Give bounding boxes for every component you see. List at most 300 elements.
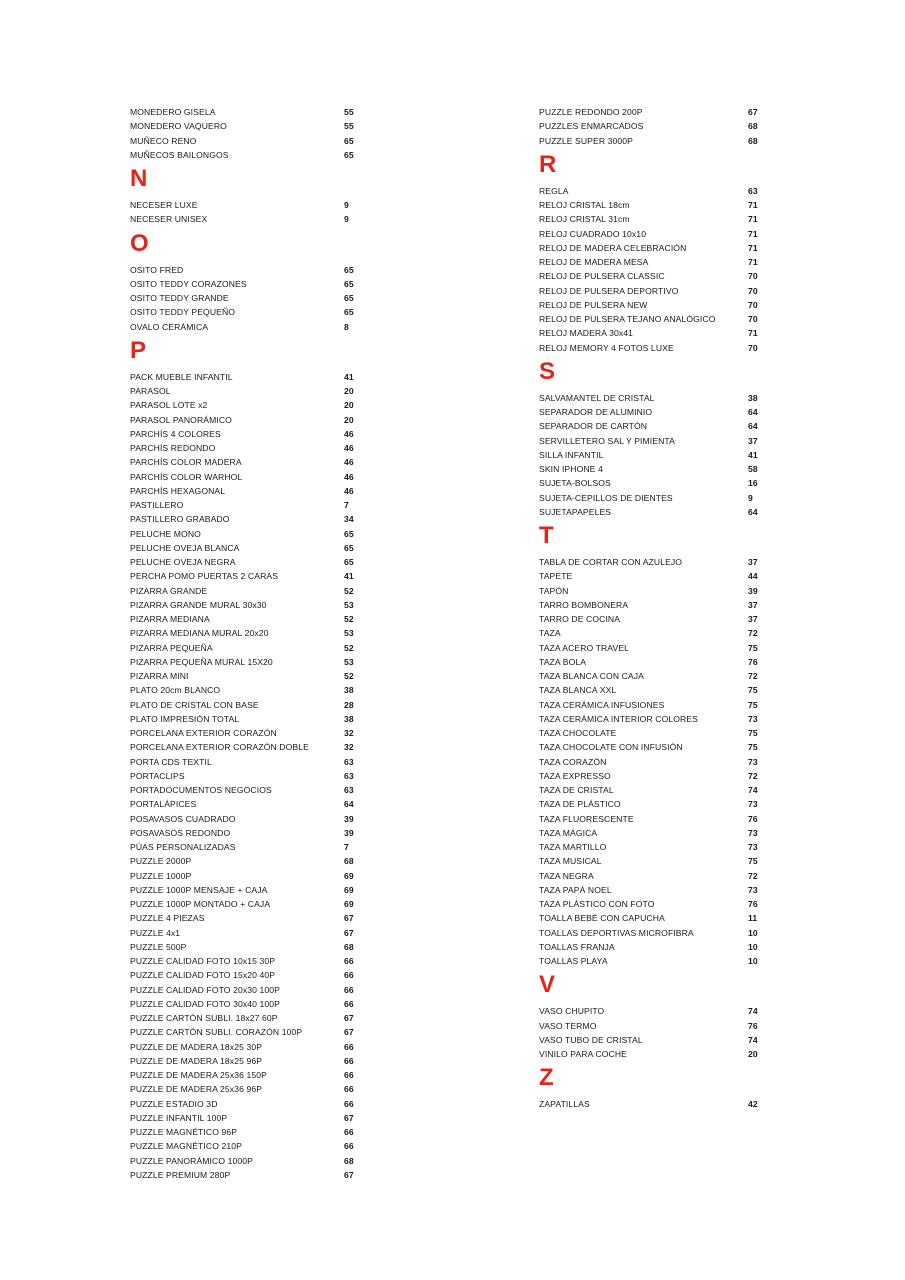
entry-page-number: 9 — [344, 214, 349, 225]
entry-name: PARASOL LOTE x2 — [130, 400, 208, 411]
entry-page-number: 68 — [344, 1155, 354, 1166]
entry-page-number: 7 — [344, 842, 349, 852]
entry-page-number: 64 — [748, 506, 758, 517]
index-entry — [130, 212, 360, 226]
entry-page-number: 73 — [748, 827, 758, 838]
entry-page-number: 46 — [344, 471, 354, 482]
entry-name: PUZZLE SUPER 3000P — [539, 135, 633, 146]
entry-name: PUZZLE PANORÁMICO 1000P — [130, 1155, 253, 1166]
entry-name: RELOJ DE MADERA MESA — [539, 257, 649, 267]
entry-page-number: 66 — [344, 1098, 354, 1109]
entry-page-number: 63 — [344, 756, 354, 767]
index-entry — [130, 954, 360, 968]
entry-name: PUZZLE MAGNÉTICO 210P — [130, 1141, 242, 1152]
entry-name: PIZARRA MEDIANA MURAL 20x20 — [130, 628, 269, 639]
index-entry — [539, 598, 764, 612]
entry-name: TAZA CHOCOLATE CON INFUSIÓN — [539, 742, 683, 753]
entry-name: PUZZLE DE MADERA 18x25 96P — [130, 1055, 263, 1066]
index-entry — [130, 968, 360, 982]
index-entry — [539, 255, 764, 269]
entry-name: RELOJ CRISTAL 31cm — [539, 214, 630, 225]
entry-page-number: 67 — [748, 107, 758, 117]
index-entry — [539, 448, 764, 462]
index-entry — [539, 954, 764, 968]
entry-name: PUZZLE CALIDAD FOTO 30x40 100P — [130, 998, 280, 1009]
entry-page-number: 44 — [748, 571, 758, 582]
entry-page-number: 76 — [748, 899, 758, 909]
entry-name: TAZA — [539, 628, 561, 639]
entry-page-number: 41 — [748, 449, 758, 460]
entry-name: RELOJ DE PULSERA CLASSIC — [539, 271, 665, 282]
index-entry — [539, 883, 764, 897]
index-entry — [130, 797, 360, 811]
index-entry — [130, 455, 360, 469]
index-entry — [130, 683, 360, 697]
entry-page-number: 69 — [344, 870, 354, 881]
index-entry — [130, 441, 360, 455]
entry-name: PUZZLES ENMARCADOS — [539, 121, 644, 132]
entry-page-number: 55 — [344, 107, 354, 117]
entry-page-number: 65 — [344, 293, 354, 303]
entry-page-number: 75 — [748, 742, 758, 753]
index-entry — [539, 1033, 764, 1047]
entry-page-number: 20 — [344, 414, 354, 425]
entry-page-number: 9 — [748, 492, 753, 503]
entry-page-number: 63 — [344, 785, 354, 795]
index-entry — [130, 612, 360, 626]
entry-page-number: 7 — [344, 500, 349, 510]
entry-page-number: 74 — [748, 1034, 758, 1045]
entry-page-number: 39 — [344, 827, 354, 838]
entry-page-number: 67 — [344, 913, 354, 924]
entry-name: PUZZLE CALIDAD FOTO 10x15 30P — [130, 956, 276, 966]
entry-name: NECESER LUXE — [130, 200, 198, 210]
index-entry — [130, 641, 360, 655]
entry-page-number: 69 — [344, 899, 354, 909]
entry-name: PIZARRA MEDIANA — [130, 614, 210, 624]
entry-page-number: 66 — [344, 956, 354, 966]
entry-name: PARASOL — [130, 386, 171, 396]
entry-page-number: 65 — [344, 278, 354, 289]
index-entry — [130, 1040, 360, 1054]
entry-name: TAZA NEGRA — [539, 870, 594, 881]
index-entry — [130, 584, 360, 598]
entry-page-number: 37 — [748, 435, 758, 446]
entry-page-number: 71 — [748, 257, 758, 267]
entry-name: TAZA CHOCOLATE — [539, 728, 617, 738]
entry-page-number: 67 — [344, 927, 354, 938]
index-entry — [130, 883, 360, 897]
entry-page-number: 20 — [748, 1049, 758, 1059]
index-entry — [130, 1154, 360, 1168]
entry-name: MUÑECO RENO — [130, 135, 197, 146]
index-entry — [539, 712, 764, 726]
index-entry — [130, 626, 360, 640]
entry-name: MONEDERO GISELA — [130, 107, 216, 117]
index-entry — [130, 997, 360, 1011]
entry-page-number: 65 — [344, 528, 354, 539]
entry-page-number: 68 — [344, 941, 354, 952]
index-entry — [539, 1097, 764, 1111]
entry-page-number: 41 — [344, 371, 354, 382]
entry-name: PUZZLE 500P — [130, 941, 187, 952]
entry-page-number: 73 — [748, 884, 758, 895]
index-entry — [130, 826, 360, 840]
index-entry — [539, 797, 764, 811]
entry-page-number: 66 — [344, 1041, 354, 1052]
index-entry — [130, 911, 360, 925]
entry-page-number: 71 — [748, 228, 758, 239]
index-entry — [539, 1047, 764, 1061]
entry-name: POSAVASOS CUADRADO — [130, 813, 236, 824]
entry-page-number: 73 — [748, 756, 758, 767]
index-entry — [130, 498, 360, 512]
entry-name: PORCELANA EXTERIOR CORAZÓN DOBLE — [130, 742, 309, 753]
index-entry — [539, 312, 764, 326]
entry-page-number: 20 — [344, 386, 354, 396]
index-entry — [130, 598, 360, 612]
entry-page-number: 42 — [748, 1099, 758, 1110]
index-entry — [539, 755, 764, 769]
entry-page-number: 63 — [748, 185, 758, 196]
entry-page-number: 53 — [344, 599, 354, 610]
entry-page-number: 72 — [748, 671, 758, 681]
entry-name: PUZZLE DE MADERA 18x25 30P — [130, 1041, 263, 1052]
entry-page-number: 65 — [344, 264, 354, 275]
entry-page-number: 70 — [748, 271, 758, 282]
index-entry — [539, 341, 764, 355]
entry-name: TOALLA BEBÉ CON CAPUCHA — [539, 913, 665, 924]
entry-name: PARCHÍS REDONDO — [130, 443, 216, 453]
index-entry — [539, 669, 764, 683]
index-entry — [130, 555, 360, 569]
entry-name: PUZZLE INFANTIL 100P — [130, 1112, 228, 1123]
entry-name: VASO TUBO DE CRISTAL — [539, 1034, 643, 1045]
index-entry — [539, 840, 764, 854]
index-entry — [539, 391, 764, 405]
index-entry — [130, 1097, 360, 1111]
section-letter-s: S — [539, 357, 556, 385]
entry-name: NECESER UNISEX — [130, 214, 208, 225]
index-entry — [539, 683, 764, 697]
index-entry — [539, 698, 764, 712]
index-entry — [539, 105, 764, 119]
entry-page-number: 64 — [748, 421, 758, 432]
index-entry — [130, 812, 360, 826]
entry-page-number: 66 — [344, 1055, 354, 1066]
entry-page-number: 37 — [748, 557, 758, 567]
entry-page-number: 67 — [344, 1013, 354, 1023]
entry-page-number: 67 — [344, 1112, 354, 1123]
index-entry — [130, 712, 360, 726]
index-entry — [130, 291, 360, 305]
index-entry — [130, 105, 360, 119]
entry-page-number: 76 — [748, 1020, 758, 1031]
index-entry — [539, 897, 764, 911]
entry-name: PORTADOCUMENTOS NEGOCIOS — [130, 785, 272, 795]
index-entry — [539, 227, 764, 241]
index-entry — [130, 783, 360, 797]
entry-name: TAZA CERÁMICA INFUSIONES — [539, 699, 665, 710]
entry-name: MONEDERO VAQUERO — [130, 121, 227, 132]
entry-page-number: 10 — [748, 956, 758, 966]
index-entry — [130, 940, 360, 954]
entry-name: VINILO PARA COCHE — [539, 1049, 627, 1059]
entry-name: PELUCHE OVEJA NEGRA — [130, 557, 236, 567]
index-entry — [130, 926, 360, 940]
entry-page-number: 66 — [344, 1127, 354, 1137]
entry-page-number: 68 — [344, 856, 354, 867]
entry-page-number: 46 — [344, 485, 354, 496]
entry-page-number: 46 — [344, 428, 354, 439]
entry-page-number: 66 — [344, 1070, 354, 1080]
index-entry — [130, 755, 360, 769]
entry-page-number: 34 — [344, 514, 354, 525]
entry-page-number: 65 — [344, 557, 354, 567]
entry-name: PLATO DE CRISTAL CON BASE — [130, 699, 259, 710]
index-entry — [130, 370, 360, 384]
entry-name: REGLA — [539, 185, 569, 196]
index-entry — [539, 769, 764, 783]
entry-page-number: 64 — [344, 799, 354, 810]
entry-page-number: 65 — [344, 542, 354, 553]
entry-name: PIZARRA GRANDE — [130, 585, 208, 596]
index-entry — [539, 405, 764, 419]
entry-page-number: 41 — [344, 571, 354, 582]
entry-name: PARCHÍS 4 COLORES — [130, 428, 221, 439]
entry-name: PUZZLE 4x1 — [130, 927, 181, 938]
entry-name: PORTALÁPICES — [130, 799, 197, 810]
entry-name: TARRO DE COCINA — [539, 614, 621, 624]
index-entry — [130, 277, 360, 291]
entry-name: RELOJ MEMORY 4 FOTOS LUXE — [539, 342, 674, 353]
entry-page-number: 52 — [344, 642, 354, 653]
entry-page-number: 67 — [344, 1169, 354, 1180]
entry-name: POSAVASOS REDONDO — [130, 827, 231, 838]
entry-name: PUZZLE DE MADERA 25x36 96P — [130, 1084, 263, 1095]
index-entry — [130, 1068, 360, 1082]
index-entry — [539, 491, 764, 505]
index-entry — [130, 655, 360, 669]
index-entry — [130, 305, 360, 319]
entry-name: PARCHÍS COLOR MADERA — [130, 457, 242, 468]
entry-name: PUZZLE CARTÓN SUBLI. CORAZÓN 100P — [130, 1027, 303, 1038]
entry-page-number: 58 — [748, 464, 758, 474]
index-entry — [130, 263, 360, 277]
entry-name: PERCHA POMO PUERTAS 2 CARAS — [130, 571, 279, 582]
entry-name: RELOJ DE MADERA CELEBRACIÓN — [539, 242, 687, 253]
index-entry — [130, 854, 360, 868]
entry-page-number: 75 — [748, 699, 758, 710]
index-entry — [539, 911, 764, 925]
entry-page-number: 37 — [748, 599, 758, 610]
entry-name: PUZZLE MAGNÉTICO 96P — [130, 1127, 238, 1137]
index-entry — [539, 641, 764, 655]
index-entry — [130, 1011, 360, 1025]
entry-name: SUJETAPAPELES — [539, 506, 612, 517]
entry-name: TAZA MÁGICA — [539, 827, 598, 838]
index-entry — [539, 476, 764, 490]
index-entry — [539, 726, 764, 740]
entry-name: SEPARADOR DE CARTÓN — [539, 421, 648, 432]
entry-name: PIZARRA MINI — [130, 671, 189, 681]
entry-name: RELOJ DE PULSERA DEPORTIVO — [539, 285, 679, 296]
entry-page-number: 72 — [748, 870, 758, 881]
entry-name: RELOJ MADERA 30x41 — [539, 328, 633, 339]
entry-name: SKIN IPHONE 4 — [539, 464, 603, 474]
entry-name: PUZZLE ESTADIO 3D — [130, 1098, 218, 1109]
index-entry — [539, 284, 764, 298]
section-letter-o: O — [130, 229, 149, 257]
entry-name: SUJETA-CEPILLOS DE DIENTES — [539, 492, 673, 503]
entry-name: TAZA EXPRESSO — [539, 770, 611, 781]
index-column-left — [130, 105, 360, 1182]
entry-page-number: 52 — [344, 585, 354, 596]
entry-page-number: 39 — [748, 585, 758, 596]
index-entry — [539, 826, 764, 840]
entry-name: PASTILLERO — [130, 500, 184, 510]
entry-name: PÚAS PERSONALIZADAS — [130, 842, 236, 852]
entry-name: PIZARRA PEQUEÑA — [130, 642, 213, 653]
entry-page-number: 76 — [748, 813, 758, 824]
index-entry — [539, 184, 764, 198]
entry-name: PUZZLE 1000P MENSAJE + CAJA — [130, 884, 268, 895]
entry-page-number: 76 — [748, 656, 758, 667]
entry-page-number: 63 — [344, 770, 354, 781]
entry-name: PARASOL PANORÁMICO — [130, 414, 232, 425]
entry-page-number: 46 — [344, 443, 354, 453]
entry-page-number: 10 — [748, 927, 758, 938]
entry-page-number: 70 — [748, 285, 758, 296]
entry-page-number: 75 — [748, 856, 758, 867]
index-entry — [130, 427, 360, 441]
section-letter-t: T — [539, 522, 554, 549]
entry-page-number: 55 — [344, 121, 354, 132]
entry-name: PUZZLE 2000P — [130, 856, 192, 867]
index-entry — [130, 840, 360, 854]
index-entry — [539, 419, 764, 433]
index-entry — [130, 726, 360, 740]
index-entry — [130, 669, 360, 683]
index-entry — [130, 541, 360, 555]
entry-page-number: 46 — [344, 457, 354, 468]
entry-name: SEPARADOR DE ALUMINIO — [539, 407, 653, 417]
index-entry — [539, 584, 764, 598]
entry-name: PLATO 20cm BLANCO — [130, 685, 221, 696]
entry-name: MUÑECOS BAILONGOS — [130, 149, 229, 160]
index-entry — [130, 1125, 360, 1139]
entry-name: PARCHÍS COLOR WARHOL — [130, 471, 243, 482]
entry-page-number: 28 — [344, 699, 354, 710]
entry-page-number: 8 — [344, 321, 349, 332]
entry-name: TAPETE — [539, 571, 573, 582]
entry-page-number: 37 — [748, 614, 758, 624]
index-entry — [130, 512, 360, 526]
entry-name: OSITO TEDDY PEQUEÑO — [130, 307, 236, 318]
entry-page-number: 32 — [344, 742, 354, 753]
entry-page-number: 70 — [748, 342, 758, 353]
index-entry — [130, 740, 360, 754]
entry-page-number: 75 — [748, 685, 758, 696]
entry-name: PARCHÍS HEXAGONAL — [130, 485, 226, 496]
index-entry — [130, 320, 360, 334]
entry-name: ZAPATILLAS — [539, 1099, 590, 1110]
entry-page-number: 65 — [344, 149, 354, 160]
entry-name: PUZZLE CARTÓN SUBLI. 18x27 60P — [130, 1013, 278, 1023]
entry-page-number: 39 — [344, 813, 354, 824]
entry-name: TOALLAS DEPORTIVAS MICROFIBRA — [539, 927, 694, 938]
index-entry — [539, 326, 764, 340]
entry-name: TABLA DE CORTAR CON AZULEJO — [539, 557, 683, 567]
index-entry — [130, 1111, 360, 1125]
entry-name: TAZA DE CRISTAL — [539, 785, 614, 795]
index-entry — [539, 434, 764, 448]
entry-page-number: 66 — [344, 1141, 354, 1152]
index-entry — [130, 1139, 360, 1153]
entry-page-number: 71 — [748, 214, 758, 225]
entry-page-number: 72 — [748, 770, 758, 781]
entry-page-number: 38 — [344, 713, 354, 724]
index-entry — [539, 940, 764, 954]
entry-name: TAZA PLÁSTICO CON FOTO — [539, 899, 655, 909]
index-entry — [539, 655, 764, 669]
entry-page-number: 66 — [344, 984, 354, 995]
entry-page-number: 75 — [748, 642, 758, 653]
entry-page-number: 38 — [344, 685, 354, 696]
index-entry — [130, 1082, 360, 1096]
entry-name: TAZA BLANCA CON CAJA — [539, 671, 644, 681]
entry-page-number: 73 — [748, 799, 758, 810]
index-entry — [539, 119, 764, 133]
entry-name: SUJETA-BOLSOS — [539, 478, 611, 489]
index-entry — [539, 783, 764, 797]
index-entry — [130, 384, 360, 398]
entry-name: PUZZLE 1000P MONTADO + CAJA — [130, 899, 271, 909]
entry-name: PELUCHE MONO — [130, 528, 201, 539]
entry-page-number: 74 — [748, 1006, 758, 1017]
entry-name: SERVILLETERO SAL Y PIMIENTA — [539, 435, 675, 446]
index-entry — [539, 198, 764, 212]
entry-name: PIZARRA GRANDE MURAL 30x30 — [130, 599, 267, 610]
entry-name: TOALLAS FRANJA — [539, 941, 615, 952]
entry-name: PUZZLE PREMIUM 280P — [130, 1169, 231, 1180]
index-entry — [130, 869, 360, 883]
entry-page-number: 11 — [748, 913, 758, 924]
index-entry — [539, 612, 764, 626]
section-letter-z: Z — [539, 1064, 554, 1092]
entry-page-number: 9 — [344, 200, 349, 210]
section-letter-v: V — [539, 971, 556, 999]
entry-page-number: 69 — [344, 884, 354, 895]
index-entry — [130, 698, 360, 712]
index-entry — [539, 926, 764, 940]
entry-page-number: 70 — [748, 314, 758, 324]
entry-name: TOALLAS PLAYA — [539, 956, 608, 966]
index-entry — [539, 812, 764, 826]
entry-name: OSITO TEDDY GRANDE — [130, 293, 229, 303]
entry-name: PACK MUEBLE INFANTIL — [130, 371, 233, 382]
index-entry — [539, 212, 764, 226]
entry-name: TAZA MARTILLO — [539, 842, 607, 852]
section-letter-n: N — [130, 165, 148, 192]
entry-page-number: 16 — [748, 478, 758, 489]
entry-page-number: 74 — [748, 785, 758, 795]
entry-page-number: 52 — [344, 671, 354, 681]
entry-page-number: 66 — [344, 970, 354, 981]
index-entry — [539, 569, 764, 583]
index-entry — [130, 569, 360, 583]
entry-page-number: 67 — [344, 1027, 354, 1038]
